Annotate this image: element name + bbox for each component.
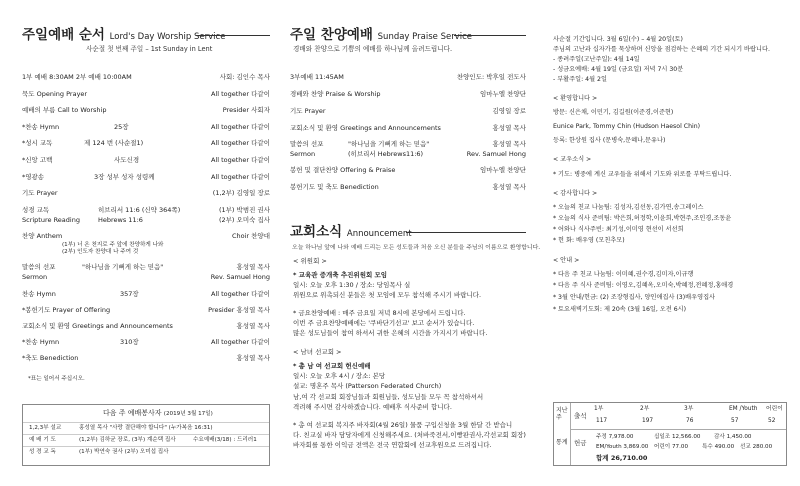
- next-week-extra: 수요예배(3/18) : 드리러1: [193, 437, 257, 443]
- news-line: < 환영합니다 >: [553, 95, 598, 102]
- order-item-leader: All together 다같이: [210, 290, 270, 298]
- order-item-label: 찬양 Anthem: [22, 232, 63, 240]
- order-item-detail: "하나님을 기뻐게 하는 믿음": [348, 140, 430, 148]
- news-line: * 토요새벽기도회: 제 20속 (3월 16일, 오전 6시): [553, 306, 687, 313]
- news-line: * 3월 안내/헌금: (2) 조장형집사, 양인애집사 (3)배우영집사: [553, 294, 716, 301]
- order-item-detail: 25장: [114, 123, 129, 131]
- order-row: [22, 90, 270, 99]
- order-row: [290, 166, 526, 175]
- offering-total: 합계 26,710.00: [596, 454, 648, 462]
- news-line: - 성금요예배: 4월 19일 (금요일) 저녁 7시 30분: [553, 66, 684, 73]
- anthem-note-2: (2부) 인도자 찬양대 나 주여 것: [62, 249, 139, 255]
- order-item-label: *신앙 고백: [22, 156, 53, 164]
- announcements-title: 교회소식 Announcement: [290, 224, 412, 240]
- announcement-line: * 교육관 증개축 추진위원회 모임: [293, 271, 388, 279]
- order-item-label: 기도 Prayer: [290, 107, 326, 115]
- order-row: [22, 189, 270, 198]
- order-item-leader: All together 다같이: [210, 338, 270, 346]
- order-item-detail: 히브리서 11:6 (신약 364쪽): [98, 206, 181, 214]
- order-row: [22, 232, 270, 241]
- news-line: 방문: 신은채, 이민기, 김길원(이준경,이준현): [553, 109, 674, 116]
- offering-value: EM/Youth 3,869.00: [596, 444, 649, 450]
- announcement-line: * 총 남 여 선교회 헌신예배: [293, 362, 371, 370]
- order-row: [22, 206, 270, 215]
- offering-value: 감사 1,450.00: [714, 434, 752, 440]
- order-row: [290, 90, 526, 99]
- announcement-line: 일시: 오늘 오후 1:30 / 장소: 당임목사 실: [293, 281, 411, 289]
- news-line: 주님의 고난과 십자가를 묵상하며 신앙을 점검하는 은혜의 기간 되시기 바랍니다.: [553, 46, 770, 53]
- order-item-leader: All together 다같이: [210, 139, 270, 147]
- next-week-row-divider: [23, 446, 269, 447]
- next-week-assignee: (1,2부) 김하균 장로, (3부) 계순택 집사: [79, 437, 176, 443]
- order-row: [22, 322, 270, 331]
- next-week-role: 1,2,3부 설교: [29, 425, 62, 431]
- order-row: [290, 124, 526, 133]
- news-line: 사순절 기간입니다. 3월 6일(수) – 4월 20일(토): [553, 36, 683, 43]
- worship-subtitle: 사순절 첫 번째 주일 – 1st Sunday in Lent: [86, 45, 213, 53]
- order-item-label: *찬송 Hymn: [22, 123, 60, 131]
- order-item-leader: Rev. Samuel Hong: [466, 150, 526, 158]
- order-item-leader: 홍성열 목사: [492, 140, 526, 148]
- attendance-header: 3부: [684, 406, 694, 412]
- announcement-line: 격려해 주시면 감사하겠습니다. 예배후 식사준비 합니다.: [293, 403, 452, 411]
- news-line: < 교우소식 >: [553, 156, 592, 163]
- anthem-note-1: (1부) 너 온 천지로 주 앞에 찬양하게 나와: [62, 242, 164, 248]
- order-item-detail: 사도신경: [114, 156, 140, 164]
- praise-service-column: [290, 0, 541, 486]
- order-item-leader: 홍성열 목사: [236, 354, 270, 362]
- news-line: * 오늘의 식사 준비팀: 박은희,허정학,이윤희,박현주,조인경,조동윤: [553, 215, 732, 222]
- order-item-detail: (히브리서 Hebrews11:6): [348, 150, 424, 158]
- order-item-leader: Presider 사회자: [222, 106, 270, 114]
- next-week-servers-box: [22, 404, 270, 466]
- order-item-detail: 3장 성부 성자 성령께: [94, 173, 155, 181]
- order-row: [22, 139, 270, 148]
- news-line: - 종려주일(고난주일): 4월 14일: [553, 56, 640, 63]
- order-item-leader: 홍성열 목사: [492, 183, 526, 191]
- order-item-leader: Presider 홍성열 목사: [208, 306, 270, 314]
- order-item-leader: Rev. Samuel Hong: [210, 273, 270, 281]
- next-week-title: 다음 주 예배봉사자 (2019년 3월 17일): [103, 409, 213, 417]
- announcement-line: 설교: 명혼주 목사 (Patterson Federated Church): [293, 382, 442, 390]
- announcement-line: 많은 성도님들이 참여 하셔서 귀한 은혜의 시간을 가지시기 바랍니다.: [293, 329, 488, 337]
- last-week-label: 지난 주: [556, 407, 568, 421]
- order-row: [290, 140, 526, 149]
- next-week-assignee: (1부) 박연숙 권사 (2부) 오미섭 집사: [79, 449, 169, 455]
- announcement-line: * 총 여 선교회 복지주 바자회(4월 26일) 물품 구입신청을 3월 한달 간 받습니: [293, 421, 513, 429]
- news-column: [553, 0, 785, 486]
- offering-value: 십일조 12,566.00: [654, 434, 701, 440]
- news-line: * 헌 화: 배우영 (모친추모): [553, 237, 625, 244]
- announcement-line: 다. 친교실 바자 담당자에게 신청해주세요. (처바죽전서,이빵판권사,각선교회 회장): [293, 431, 526, 439]
- order-item-label: 말씀의 선포: [22, 263, 56, 271]
- news-line: * 다음 주 친교 나눔팀: 이미혜,권수경,김미자,이규행: [553, 271, 694, 278]
- order-item-leader: (1부) 박범진 권사: [218, 206, 270, 214]
- next-week-role: 예 배 기 도: [29, 437, 56, 443]
- announcement-line: < 위원회 >: [293, 257, 327, 265]
- offering-value: 선교 280.00: [740, 444, 773, 450]
- order-item-leader: 임마누엘 찬양단: [479, 90, 526, 98]
- order-item-detail: 310장: [120, 338, 139, 346]
- order-row: [22, 123, 270, 132]
- order-item-label: 봉헌기도 및 축도 Benediction: [290, 183, 379, 191]
- order-row: [290, 107, 526, 116]
- news-line: 등록: 한상원 집사 (문병숙,문혜나,문유나): [553, 137, 666, 144]
- attendance-value: 52: [768, 418, 776, 424]
- next-week-assignee: 홍성열 목사 "사랑 결단해야 합니다" (누가복음 16:31): [79, 425, 213, 431]
- attendance-label: 출석: [574, 412, 587, 420]
- news-line: * 어와나 식사주빈: 최기성,이미영 현선이 서선희: [553, 226, 684, 233]
- order-item-leader: All together 다같이: [210, 123, 270, 131]
- order-item-label: 기도 Prayer: [22, 189, 58, 197]
- standing-footnote: *표는 일어서 주십시오.: [28, 376, 85, 382]
- order-item-label: *봉헌기도 Prayer of Offering: [22, 306, 111, 314]
- offering-value: 어린이 77.00: [654, 444, 689, 450]
- order-item-label: 1부 예배 8:30AM 2부 예배 10:00AM: [22, 73, 132, 81]
- news-line: - 부활주일: 4월 2일: [553, 76, 607, 83]
- next-week-role: 성 경 교 독: [29, 449, 56, 455]
- order-item-label: 묵도 Opening Prayer: [22, 90, 88, 98]
- stats-side-label: [554, 403, 571, 465]
- order-item-detail: 357장: [120, 290, 139, 298]
- order-item-leader: All together 다같이: [210, 156, 270, 164]
- order-item-label: 경배와 찬양 Praise & Worship: [290, 90, 381, 98]
- order-row: [22, 156, 270, 165]
- attendance-value: 76: [686, 418, 694, 424]
- attendance-value: 117: [596, 418, 608, 424]
- offering-label: 헌금: [574, 439, 587, 447]
- order-row: [22, 338, 270, 347]
- order-row: [22, 106, 270, 115]
- stats-label: 통계: [556, 439, 568, 446]
- attendance-stats-box: [553, 402, 787, 466]
- announcement-line: 위원으로 위촉되신 분들은 첫 모임에 모두 참석해 주시기 바랍니다.: [293, 291, 482, 299]
- worship-title: 주일예배 순서 Lord's Day Worship Service: [22, 27, 226, 43]
- order-item-leader: All together 다같이: [210, 173, 270, 181]
- order-row: [22, 263, 270, 272]
- order-row: [290, 150, 526, 159]
- stats-divider: [570, 429, 786, 430]
- order-item-label: *성시 교독: [22, 139, 53, 147]
- order-item-label: *영광송: [22, 173, 45, 181]
- attendance-header: 1부: [594, 406, 604, 412]
- attendance-header: EM /Youth: [729, 406, 758, 412]
- order-item-detail: "하나님을 기뻐게 하는 믿음": [82, 263, 164, 271]
- order-row: [22, 73, 270, 82]
- order-row: [22, 290, 270, 299]
- order-item-leader: 홍성열 목사: [236, 263, 270, 271]
- order-item-leader: (1,2부) 김영일 장로: [212, 189, 270, 197]
- announcement-line: 바자회를 통한 이익금 전액은 전국 연합회에 선교후원으로 드려집니다.: [293, 441, 492, 449]
- offering-value: 특수 490.00: [702, 444, 735, 450]
- order-item-label: Scripture Reading: [22, 216, 80, 224]
- praise-subtitle: 경배와 찬양으로 기쁨의 예배를 하나님께 올려드립니다.: [293, 45, 453, 53]
- order-item-detail: Hebrews 11:6: [98, 216, 143, 224]
- order-item-label: 찬송 Hymn: [22, 290, 56, 298]
- order-row: [22, 216, 270, 225]
- order-row: [22, 273, 270, 282]
- news-line: < 안내 >: [553, 257, 580, 264]
- order-item-label: *찬송 Hymn: [22, 338, 60, 346]
- announcements-rule: [406, 232, 526, 233]
- attendance-header: 2부: [640, 406, 650, 412]
- announcement-line: 남,여 각 선교회 회장님들과 회원님들, 성도님들 모두 꼭 참석하셔서: [293, 393, 484, 401]
- order-item-leader: 김영일 장로: [492, 107, 526, 115]
- announcements-intro: 오늘 하나님 앞에 나와 예배 드리는 모든 성도들과 처음 오신 분들을 주님의 이름으로 환영합니다.: [292, 245, 541, 251]
- attendance-value: 57: [731, 418, 739, 424]
- order-item-leader: 찬양인도: 박후일 전도사: [456, 73, 526, 81]
- title-rule: [196, 35, 270, 36]
- order-row: [22, 354, 270, 363]
- order-item-leader: (2부) 오미숙 집사: [218, 216, 270, 224]
- order-item-detail: 제 124 번 (사순절1): [84, 139, 144, 147]
- order-item-label: *축도 Benediction: [22, 354, 79, 362]
- order-item-label: 말씀의 선포: [290, 140, 324, 148]
- order-item-leader: Choir 찬양대: [231, 232, 270, 240]
- order-item-label: 교회소식 및 환영 Greetings and Announcements: [22, 322, 173, 330]
- order-row: [290, 73, 526, 82]
- news-line: * 기도: 병중에 계신 교우들을 위해서 기도와 위로를 부탁드립니다.: [553, 171, 732, 178]
- order-item-label: 성경 교독: [22, 206, 50, 214]
- announcement-line: 일시: 오늘 오후 4시 / 장소: 본당: [293, 372, 386, 380]
- offering-value: 주정 7,978.00: [596, 434, 634, 440]
- order-item-leader: 임마누엘 찬양단: [479, 166, 526, 174]
- praise-title: 주일 찬양예배 Sunday Praise Service: [290, 27, 472, 43]
- news-line: Eunice Park, Tommy Chin (Hudson Haesol Chin): [553, 123, 701, 130]
- news-line: * 다음 주 식사 준비팀: 이영오,김혜옥,오미숙,박혜정,전혜정,홍애경: [553, 282, 734, 289]
- order-item-label: 3부예배 11:45AM: [290, 73, 344, 81]
- order-item-label: 봉헌 및 결단찬양 Offering & Praise: [290, 166, 396, 174]
- attendance-header: 어린이: [766, 406, 783, 412]
- praise-title-rule: [454, 35, 526, 36]
- order-row: [22, 173, 270, 182]
- order-item-leader: 홍성열 목사: [492, 124, 526, 132]
- announcement-line: 이번 주 금요찬양예배에는 '쿠바단기선교' 보고 순서가 있습니다.: [293, 319, 475, 327]
- order-row: [22, 306, 270, 315]
- order-item-leader: 홍성열 목사: [236, 322, 270, 330]
- order-item-label: 예배의 부름 Call to Worship: [22, 106, 107, 114]
- order-item-label: Sermon: [22, 273, 48, 281]
- worship-order-column: [22, 0, 270, 486]
- attendance-value: 197: [642, 418, 654, 424]
- news-line: < 감사합니다 >: [553, 190, 598, 197]
- order-item-label: 교회소식 및 환영 Greetings and Announcements: [290, 124, 441, 132]
- next-week-row-divider: [23, 434, 269, 435]
- order-row: [290, 183, 526, 192]
- order-item-leader: All together 다같이: [210, 90, 270, 98]
- announcement-line: * 금요찬양예배 : 매주 금요일 저녁 8시에 본당에서 드립니다.: [293, 309, 466, 317]
- news-line: * 오늘의 친교 나눔팀: 김성자,김선동,김가연,송그레이스: [553, 204, 704, 211]
- announcement-line: < 남녀 선교회 >: [293, 348, 342, 356]
- order-item-label: Sermon: [290, 150, 316, 158]
- order-item-leader: 사회: 김인수 목사: [219, 73, 270, 81]
- next-week-row-divider: [23, 422, 269, 423]
